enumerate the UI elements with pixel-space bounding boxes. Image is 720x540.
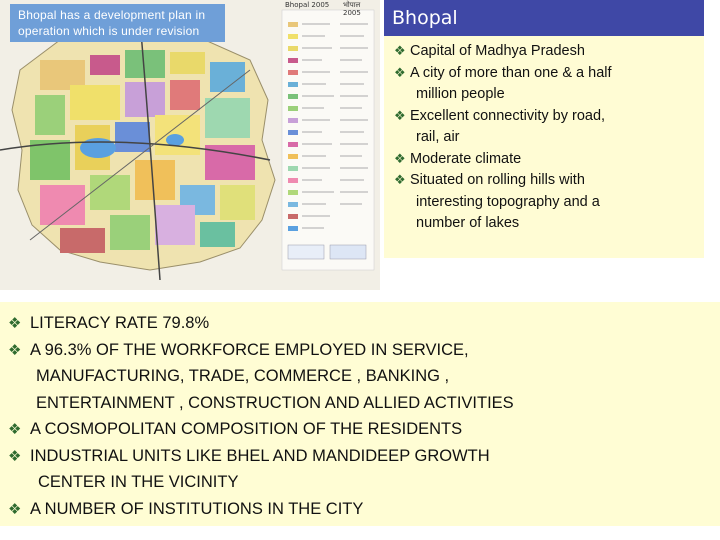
- list-item: ❖ A COSMOPOLITAN COMPOSITION OF THE RESIDENTS: [8, 416, 720, 443]
- diamond-bullet-icon: ❖: [394, 44, 406, 59]
- list-item: ❖ A NUMBER OF INSTITUTIONS IN THE CITY: [8, 496, 720, 523]
- city-facts-panel: [0, 302, 720, 526]
- city-facts-list: [0, 302, 720, 522]
- development-plan-map: [0, 0, 380, 290]
- map-legend-heading: Bhopal 2005: [285, 1, 330, 9]
- diamond-bullet-icon: ❖: [394, 65, 406, 81]
- diamond-bullet-icon: ❖: [394, 108, 406, 124]
- diamond-bullet-icon: ❖: [394, 173, 406, 188]
- map-image: [0, 0, 380, 290]
- list-item: ❖ Moderate climate: [394, 149, 704, 171]
- list-item: ❖ Situated on rolling hills with interesting topography and a number of lakes: [394, 172, 600, 231]
- diamond-bullet-icon: ❖: [8, 446, 22, 465]
- list-item: ❖ A city of more than one & a half million people: [394, 64, 612, 102]
- city-info-panel: [384, 36, 704, 258]
- list-item: ❖ INDUSTRIAL UNITS LIKE BHEL AND MANDIDEEP GROWTH CENTER IN THE VICINITY: [8, 443, 720, 496]
- diamond-bullet-icon: ❖: [394, 151, 406, 167]
- diamond-bullet-icon: ❖: [8, 340, 22, 359]
- city-info-list: [384, 36, 704, 235]
- city-title: Bhopal: [384, 0, 704, 36]
- list-item: ❖ LITERACY RATE 79.8%: [8, 310, 720, 337]
- list-item: ❖ Excellent connectivity by road, rail, air: [394, 107, 606, 145]
- list-item: ❖ Capital of Madhya Pradesh: [394, 41, 704, 63]
- diamond-bullet-icon: ❖: [8, 420, 22, 438]
- list-item: ❖ A 96.3% OF THE WORKFORCE EMPLOYED IN SERVICE, MANUFACTURING, TRADE, COMMERCE , BANKING , ENTERTAINMENT , CONSTRUCTION AND ALLIED ACTIVITIES: [8, 337, 720, 417]
- diamond-bullet-icon: ❖: [8, 499, 22, 518]
- diamond-bullet-icon: ❖: [8, 314, 22, 332]
- map-caption: Bhopal has a development plan in operation which is under revision: [10, 4, 225, 42]
- map-legend-heading-hindi: भोपाल 2005: [343, 1, 361, 17]
